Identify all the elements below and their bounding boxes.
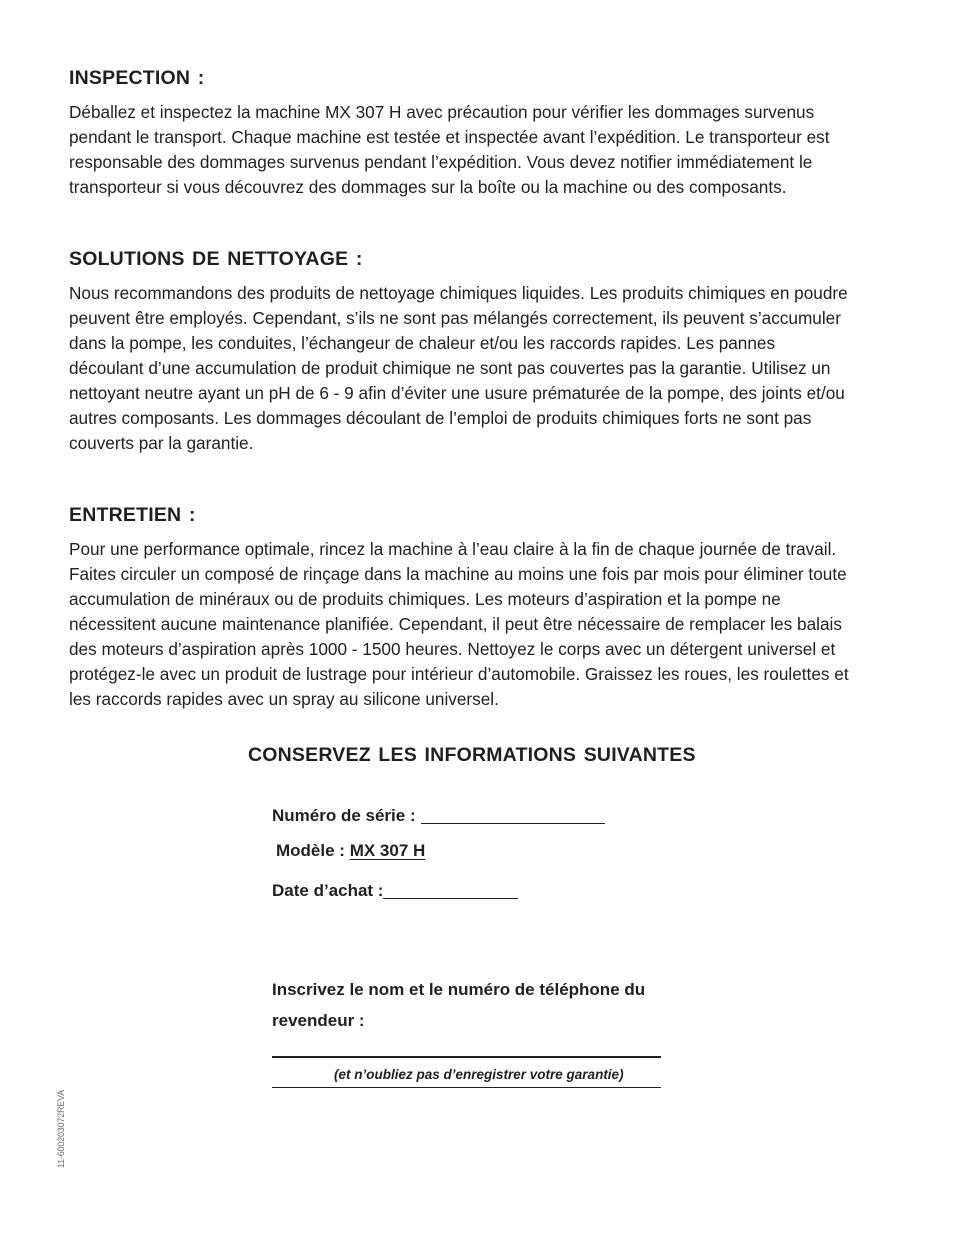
serial-number-label: Numéro de série :	[272, 806, 416, 825]
dealer-name-rule	[272, 1056, 661, 1058]
section-title-solutions: SOLUTIONS DE NETTOYAGE :	[69, 248, 363, 270]
model-label: Modèle :	[276, 841, 345, 860]
section-body-solutions	[69, 281, 904, 456]
dealer-line-2: revendeur :	[272, 1011, 365, 1030]
dealer-instructions	[272, 974, 692, 1036]
section-body-entretien	[69, 537, 904, 712]
body-line: les raccords rapides avec un spray au silicone universel.	[69, 689, 499, 709]
body-line: Déballez et inspectez la machine MX 307 H avec précaution pour vérifier les dommages survenus	[69, 102, 815, 122]
section-entretien	[69, 504, 904, 712]
body-line: transporteur si vous découvrez des dommages sur la boîte ou la machine ou des composants.	[69, 177, 787, 197]
dealer-line-1: Inscrivez le nom et le numéro de téléphone du	[272, 980, 646, 999]
body-line: couverts par la garantie.	[69, 433, 254, 453]
dealer-phone-rule	[272, 1087, 661, 1088]
body-line: pendant le transport. Chaque machine est testée et inspectée avant l’expédition. Le transporteur est	[69, 127, 830, 147]
serial-number-line	[272, 804, 605, 826]
section-body-inspection	[69, 100, 904, 200]
purchase-date-line	[272, 879, 518, 901]
model-line	[276, 841, 425, 861]
body-line: nettoyant neutre ayant un pH de 6 - 9 afin d’éviter une usure prématurée de la pompe, des joints et/ou	[69, 383, 845, 403]
body-line: découlant d’une accumulation de produit chimique ne sont pas couvertes pas la garantie. Utilisez un	[69, 358, 831, 378]
section-inspection	[69, 67, 904, 200]
body-line: Pour une performance optimale, rincez la machine à l’eau claire à la fin de chaque journée de travail.	[69, 539, 837, 559]
section-title-inspection: INSPECTION :	[69, 67, 205, 89]
body-line: nécessitent aucune maintenance planifiée. Cependant, il peut être nécessaire de remplacer les balais	[69, 614, 842, 634]
section-solutions-nettoyage	[69, 248, 904, 456]
conserve-title: CONSERVEZ LES INFORMATIONS SUIVANTES	[248, 744, 696, 766]
document-id: 11-600203072REVA	[56, 1089, 66, 1168]
body-line: protégez-le avec un produit de lustrage pour intérieur d’automobile. Graissez les roues, les roulettes et	[69, 664, 849, 684]
body-line: responsable des dommages survenus pendant l’expédition. Vous devez notifier immédiatement le	[69, 152, 813, 172]
section-title-entretien: ENTRETIEN :	[69, 504, 196, 526]
purchase-date-label: Date d’achat :	[272, 881, 384, 900]
model-value: MX 307 H	[349, 841, 426, 860]
body-line: Faites circuler un composé de rinçage dans la machine au moins une fois par mois pour éliminer toute	[69, 564, 847, 584]
serial-number-field	[421, 807, 605, 824]
body-line: accumulation de minéraux ou de produits chimiques. Les moteurs d’aspiration et la pompe ne	[69, 589, 781, 609]
warranty-note: (et n’oubliez pas d’enregistrer votre garantie)	[334, 1067, 624, 1082]
body-line: des moteurs d’aspiration après 1000 - 1500 heures. Nettoyez le corps avec un détergent universel et	[69, 639, 836, 659]
body-line: dans la pompe, les conduites, l’échangeur de chaleur et/ou les raccords rapides. Les pannes	[69, 333, 776, 353]
body-line: peuvent être employés. Cependant, s’ils ne sont pas mélangés correctement, ils peuvent s’accumuler	[69, 308, 841, 328]
body-line: autres composants. Les dommages découlant de l’emploi de produits chimiques forts ne sont pas	[69, 408, 812, 428]
purchase-date-field	[383, 882, 518, 899]
body-line: Nous recommandons des produits de nettoyage chimiques liquides. Les produits chimiques en poudre	[69, 283, 848, 303]
